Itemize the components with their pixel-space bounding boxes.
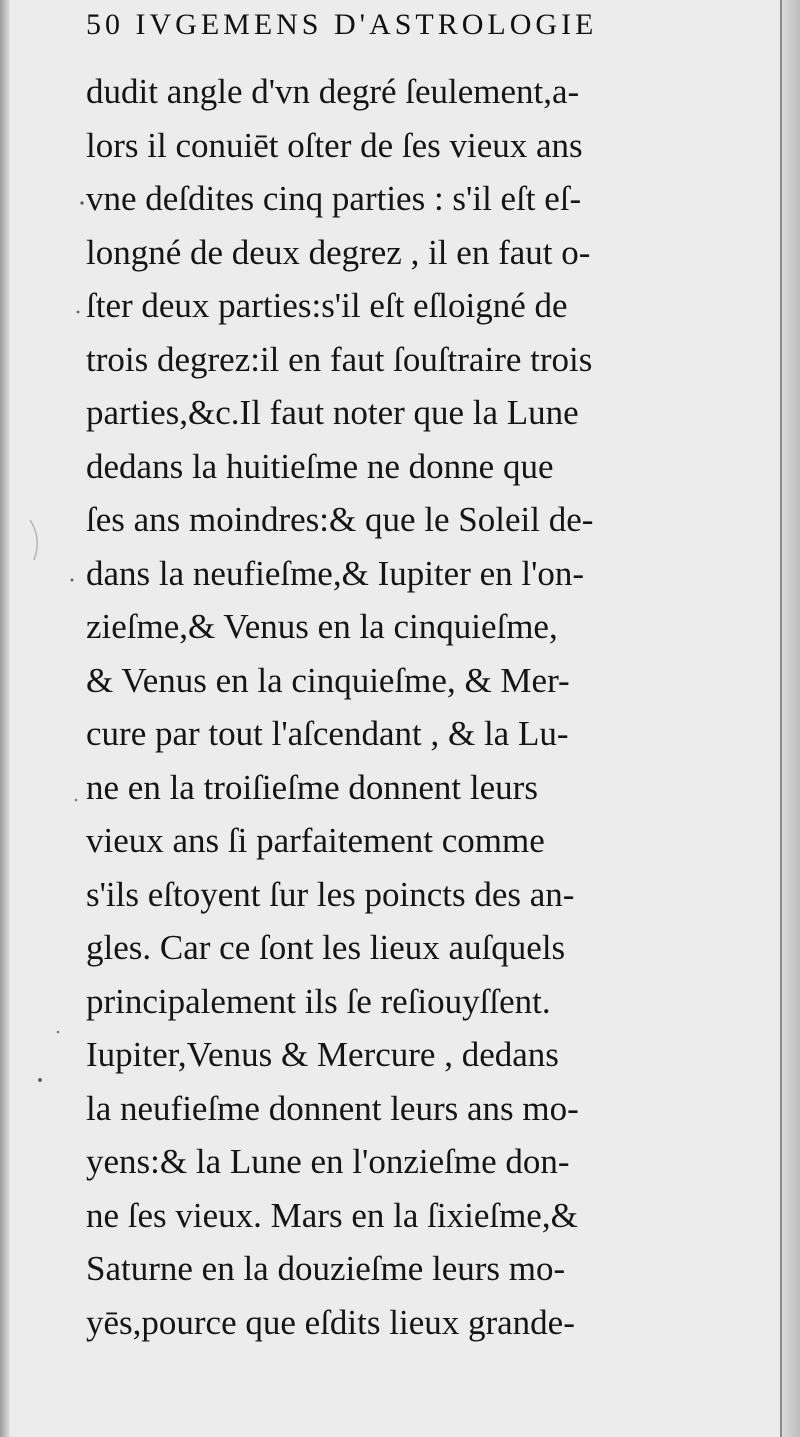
text-line: parties,&c.Il faut noter que la Lune [86,393,579,432]
text-line: ſes ans moindres:& que le Soleil de- [86,500,594,539]
text-line: & Venus en la cinquieſme, & Mer- [86,660,570,700]
text-line: yēs,pource que eſdits lieux grande- [86,1302,575,1342]
text-line: s'ils eſtoyent ſur les poincts des an- [86,874,575,914]
running-head: 50 IVGEMENS D'ASTROLOGIE [86,8,598,41]
text-line: dudit angle d'vn degré ſeulement,a- [86,72,580,111]
text-line: principalement ils ſe reſiouyſſent. [86,981,551,1021]
text-line: Saturne en la douzieſme leurs mo- [86,1249,566,1288]
text-line: longné de deux degrez , il en faut o- [86,232,591,272]
text-line: dans la neufieſme,& Iupiter en l'on- [86,553,585,593]
text-line: la neufieſme donnent leurs ans mo- [86,1088,579,1128]
text-line: ne en la troiſieſme donnent leurs [86,767,538,807]
text-line: trois degrez:il en faut ſouſtraire trois [86,339,593,379]
text-line: vieux ans ſi parfaitement comme [86,821,545,860]
text-line: gles. Car ce ſont les lieux auſquels [86,928,566,967]
text-line: dedans la huitieſme ne donne que [86,446,554,486]
text-line: zieſme,& Venus en la cinquieſme, [86,607,558,646]
text-line: ſter deux parties:s'il eſt eſloigné de [86,286,568,325]
text-line: yens:& la Lune en l'onzieſme don- [86,1142,570,1181]
text-line: vne deſdites cinq parties : s'il eſt eſ- [86,179,582,218]
text-line: Iupiter,Venus & Mercure , dedans [86,1035,559,1074]
text-line: lors il conuiēt oſter de ſes vieux ans [86,125,583,165]
text-line: ne ſes vieux. Mars en la ſixieſme,& [86,1195,578,1235]
text-line: cure par tout l'aſcendant , & la Lu- [86,714,569,753]
